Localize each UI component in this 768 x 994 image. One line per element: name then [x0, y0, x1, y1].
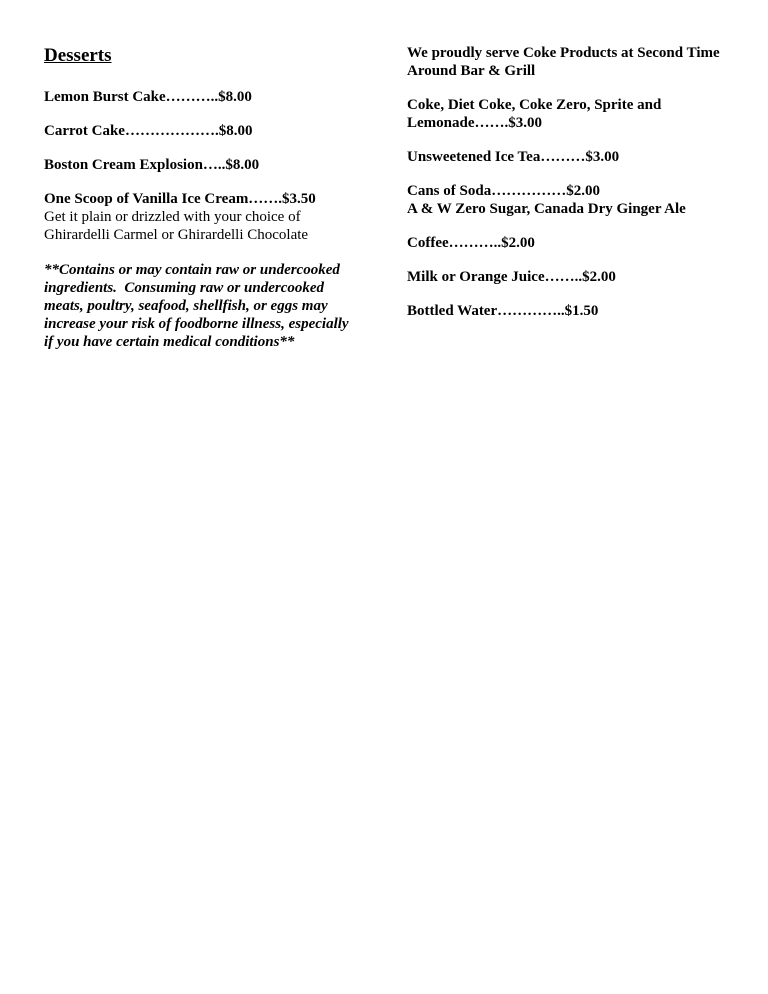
menu-item-coke-products [407, 96, 752, 132]
menu-item-line: Bottled Water…………..$1.50 [407, 303, 599, 319]
item-description-line: Ghirardelli Carmel or Ghirardelli Chocolate [44, 227, 309, 243]
disclaimer-line: if you have certain medical conditions** [44, 334, 295, 350]
menu-item-line: Cans of Soda……………$2.00 [407, 183, 600, 199]
intro-line: We proudly serve Coke Products at Second Time [407, 45, 720, 61]
menu-item-unsweetened-ice-tea [407, 148, 752, 166]
intro-line: Around Bar & Grill [407, 63, 536, 79]
disclaimer-line: meats, poultry, seafood, shellfish, or eggs may [44, 298, 328, 314]
desserts-heading: Desserts [44, 45, 112, 66]
menu-item-bottled-water [407, 302, 752, 320]
item-description-line: Get it plain or drizzled with your choice of [44, 209, 301, 225]
disclaimer-line: **Contains or may contain raw or undercooked [44, 262, 340, 278]
menu-item-boston-cream-explosion [44, 156, 394, 174]
menu-item-line: Unsweetened Ice Tea………$3.00 [407, 149, 620, 165]
menu-item-milk-or-orange-juice [407, 268, 752, 286]
disclaimer-line: increase your risk of foodborne illness, especially [44, 316, 349, 332]
menu-item-line: Carrot Cake……………….$8.00 [44, 123, 253, 139]
coke-products-intro [407, 44, 752, 80]
menu-item-line: Boston Cream Explosion…..$8.00 [44, 157, 260, 173]
menu-item-carrot-cake [44, 122, 394, 140]
menu-item-line: Coffee………..$2.00 [407, 235, 535, 251]
menu-item-line: Milk or Orange Juice……..$2.00 [407, 269, 616, 285]
menu-item-coffee [407, 234, 752, 252]
menu-item-line: Lemonade…….$3.00 [407, 115, 542, 131]
menu-item-line: Coke, Diet Coke, Coke Zero, Sprite and [407, 97, 662, 113]
menu-item-line: One Scoop of Vanilla Ice Cream…….$3.50 [44, 191, 316, 207]
disclaimer-line: ingredients. Consuming raw or undercooked [44, 280, 325, 296]
menu-item-line: Lemon Burst Cake………..$8.00 [44, 89, 252, 105]
menu-item-line: A & W Zero Sugar, Canada Dry Ginger Ale [407, 201, 686, 217]
allergen-disclaimer [44, 261, 394, 351]
desserts-column [44, 44, 394, 351]
beverages-column [407, 44, 752, 336]
menu-item-cans-of-soda [407, 182, 752, 218]
menu-item-lemon-burst-cake [44, 88, 394, 106]
menu-item-vanilla-ice-cream [44, 190, 394, 244]
